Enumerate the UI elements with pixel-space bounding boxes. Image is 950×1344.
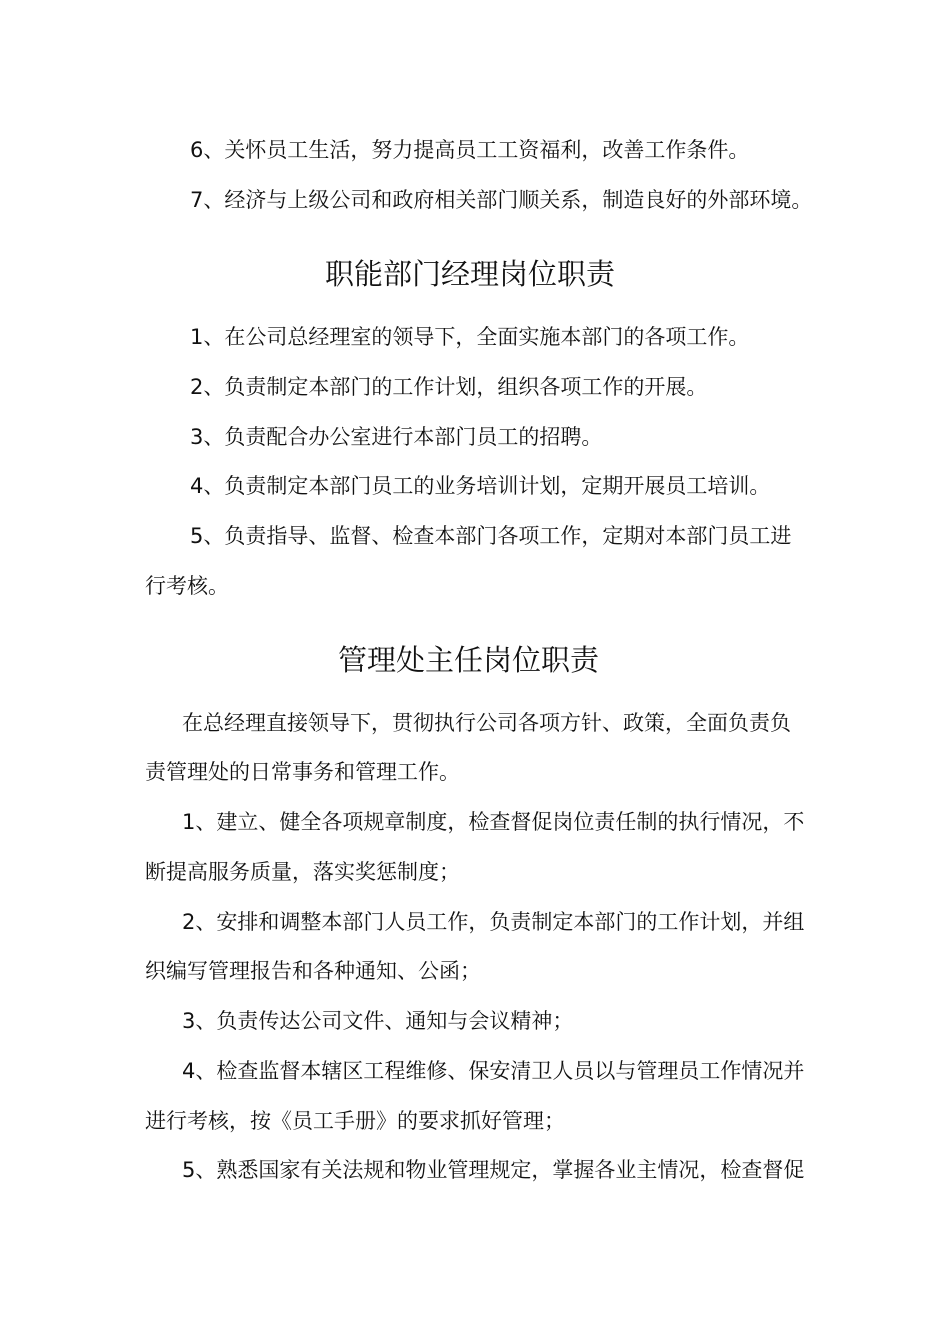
section-heading: 管理处主任岗位职责 xyxy=(338,643,600,677)
section-heading: 职能部门经理岗位职责 xyxy=(325,257,616,291)
paragraph-line: 5、负责指导、监督、检查本部门各项工作，定期对本部门员工进 xyxy=(190,524,792,548)
paragraph-line: 织编写管理报告和各种通知、公函； xyxy=(145,959,481,983)
paragraph-line: 4、负责制定本部门员工的业务培训计划，定期开展员工培训。 xyxy=(190,474,771,498)
paragraph-line: 进行考核，按《员工手册》的要求抓好管理； xyxy=(145,1109,565,1133)
paragraph-line: 1、在公司总经理室的领导下，全面实施本部门的各项工作。 xyxy=(190,325,750,349)
paragraph-line: 2、负责制定本部门的工作计划，组织各项工作的开展。 xyxy=(190,375,708,399)
paragraph-line: 3、负责配合办公室进行本部门员工的招聘。 xyxy=(190,425,603,449)
paragraph-line: 2、安排和调整本部门人员工作，负责制定本部门的工作计划，并组 xyxy=(182,910,805,934)
paragraph-line: 3、负责传达公司文件、通知与会议精神； xyxy=(182,1009,574,1033)
paragraph-line: 1、建立、健全各项规章制度，检查督促岗位责任制的执行情况，不 xyxy=(182,810,805,834)
paragraph-line: 6、关怀员工生活，努力提高员工工资福利，改善工作条件。 xyxy=(190,138,750,162)
paragraph-line: 责管理处的日常事务和管理工作。 xyxy=(145,760,460,784)
paragraph-line: 7、经济与上级公司和政府相关部门顺关系，制造良好的外部环境。 xyxy=(190,188,813,212)
paragraph-line: 4、检查监督本辖区工程维修、保安清卫人员以与管理员工作情况并 xyxy=(182,1059,805,1083)
paragraph-line: 5、熟悉国家有关法规和物业管理规定，掌握各业主情况，检查督促 xyxy=(182,1158,805,1182)
paragraph-line: 行考核。 xyxy=(145,574,229,598)
paragraph-line: 断提高服务质量，落实奖惩制度； xyxy=(145,860,460,884)
paragraph-line: 在总经理直接领导下，贯彻执行公司各项方针、政策，全面负责负 xyxy=(182,711,791,735)
